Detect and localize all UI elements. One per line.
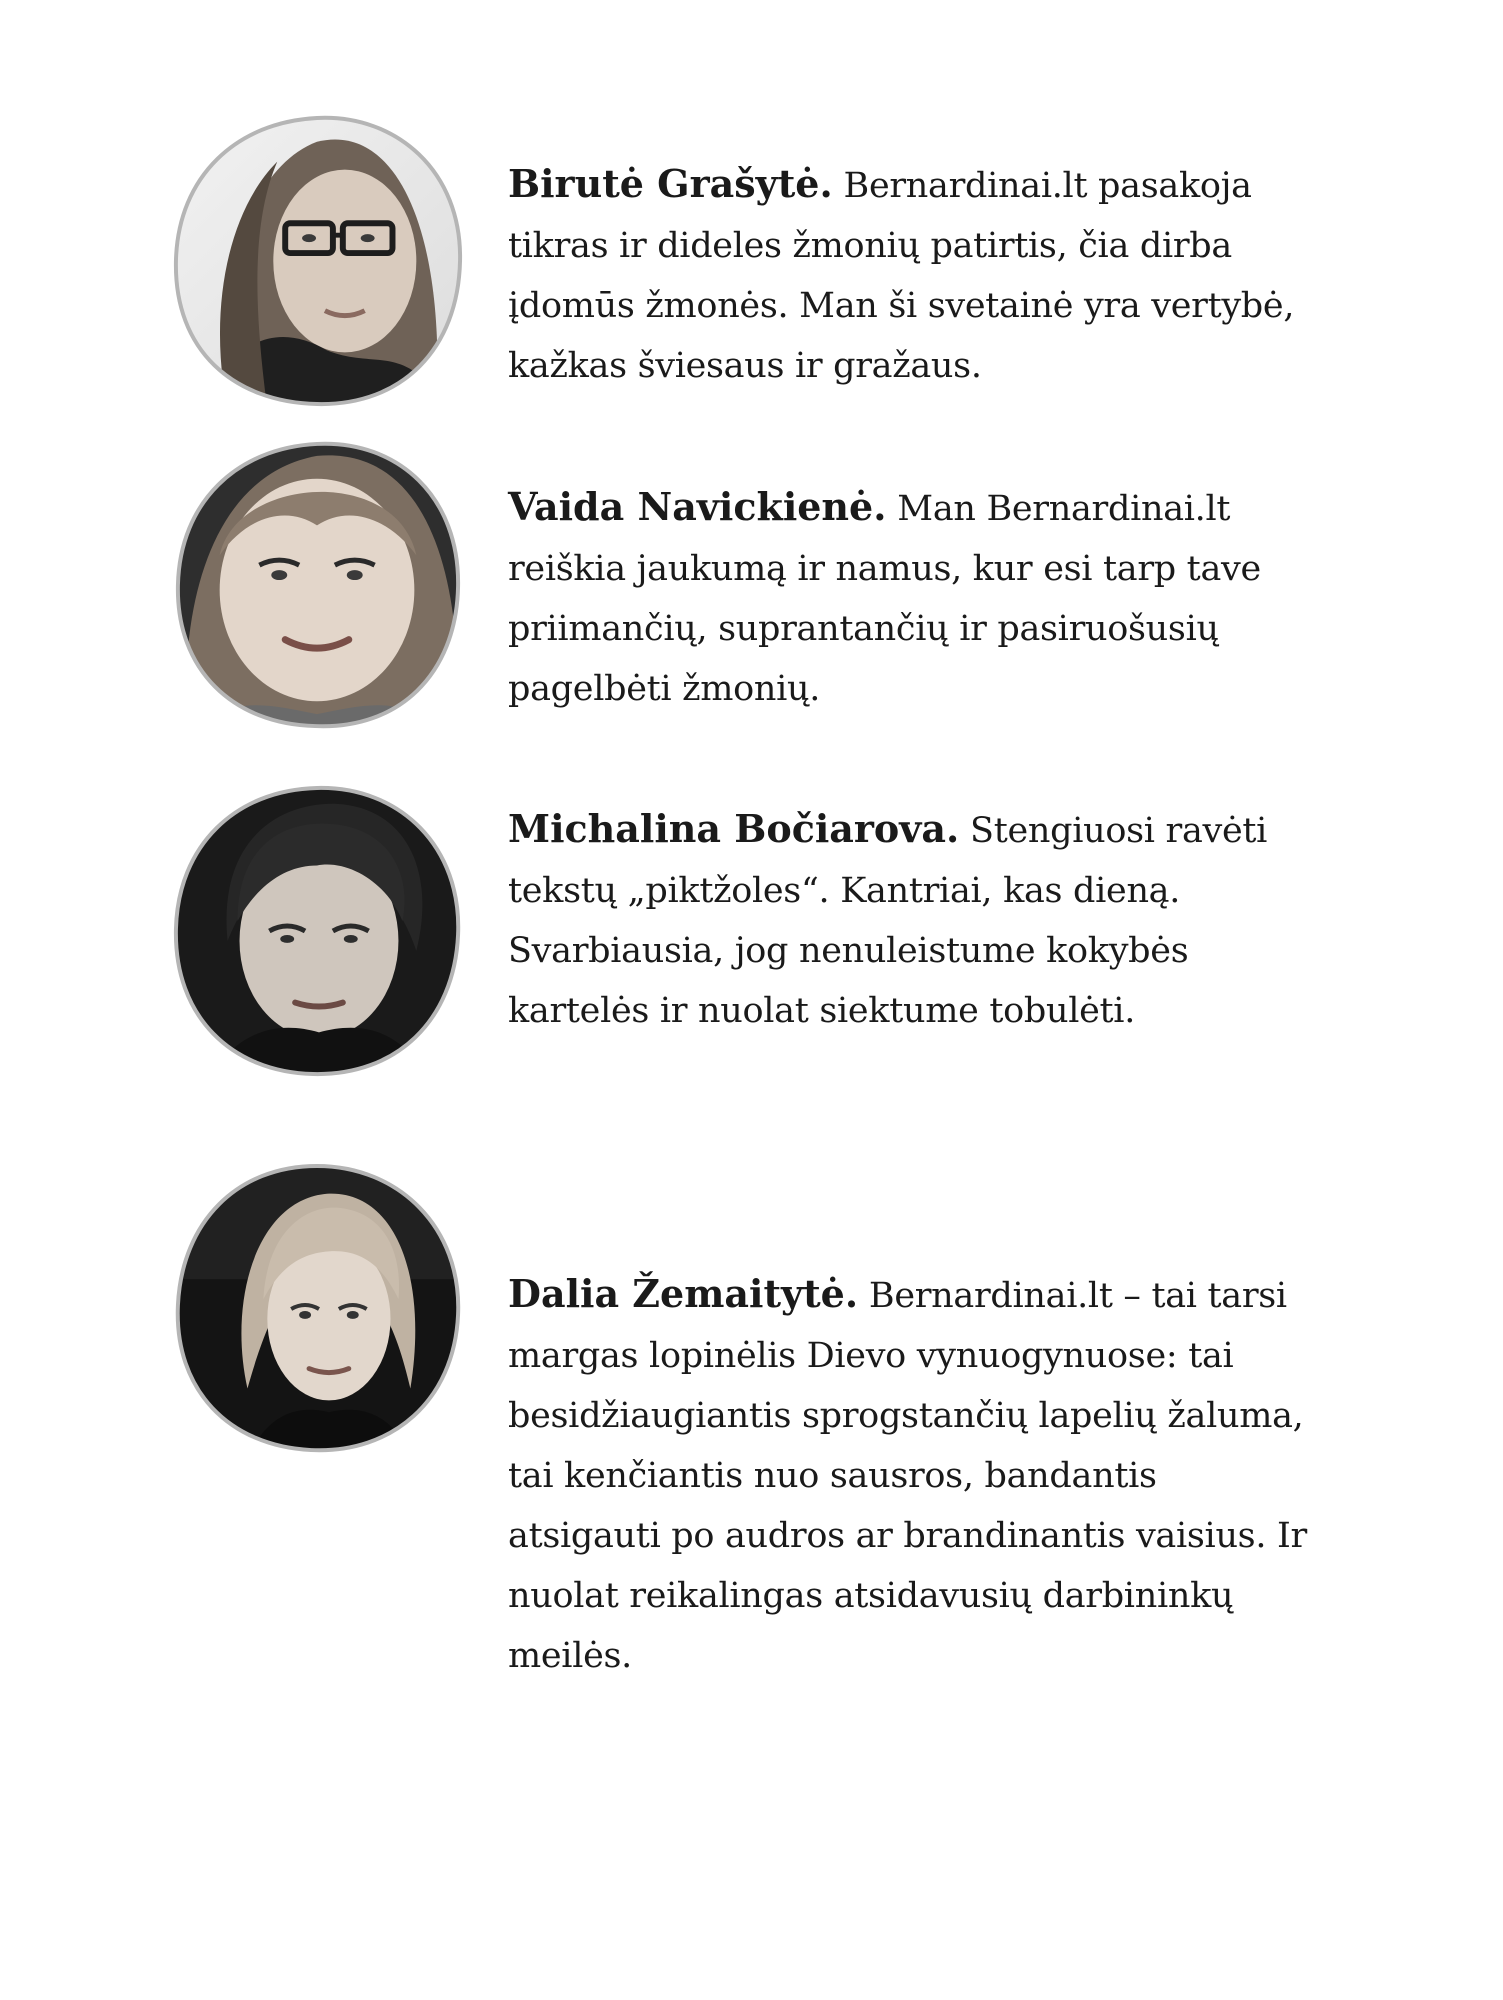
quote-text: Bernardinai.lt pasakoja tikras ir dideles žmonių patirtis, čia dirba įdomūs žmonės. Man ši svetainė yra vertybė, kažkas šviesaus ir gražaus. <box>508 166 1295 386</box>
blonde-woman-photo-icon <box>168 1160 466 1458</box>
portrait-vaida-navickiene <box>168 436 466 734</box>
quote-michalina-bociarova <box>508 799 1308 1041</box>
person-name: Michalina Bočiarova. <box>508 806 960 851</box>
portrait-birute-grasyte <box>168 112 466 410</box>
smiling-woman-photo-icon <box>168 436 466 734</box>
person-name: Vaida Navickienė. <box>508 484 887 529</box>
quote-dalia-zemaityte <box>508 1264 1308 1686</box>
person-name: Birutė Grašytė. <box>508 161 833 206</box>
quote-vaida-navickiene <box>508 477 1308 719</box>
quote-text: Man Bernardinai.lt reiškia jaukumą ir namus, kur esi tarp tave priimančių, suprantančių ir pasiruošusių pagelbėti žmonių. <box>508 489 1261 709</box>
portrait-michalina-bociarova <box>168 782 466 1080</box>
short-haired-woman-photo-icon <box>168 782 466 1080</box>
woman-with-glasses-photo-icon <box>168 112 466 410</box>
quote-text: Stengiuosi ravėti tekstų „piktžoles“. Kantriai, kas dieną. Svarbiausia, jog nenuleistume kokybės kartelės ir nuolat siektume tobulėti. <box>508 811 1268 1031</box>
quote-birute-grasyte <box>508 154 1308 396</box>
quote-text: Bernardinai.lt – tai tarsi margas lopinėlis Dievo vynuogynuose: tai besidžiaugiantis sprogstančių lapelių žaluma, tai kenčiantis nuo sausros, bandantis atsigauti po audros ar brandinantis vaisius. Ir nuolat reikalingas atsidavusių darbininkų meilės. <box>508 1276 1307 1676</box>
person-name: Dalia Žemaitytė. <box>508 1271 859 1316</box>
portrait-dalia-zemaityte <box>168 1160 466 1458</box>
